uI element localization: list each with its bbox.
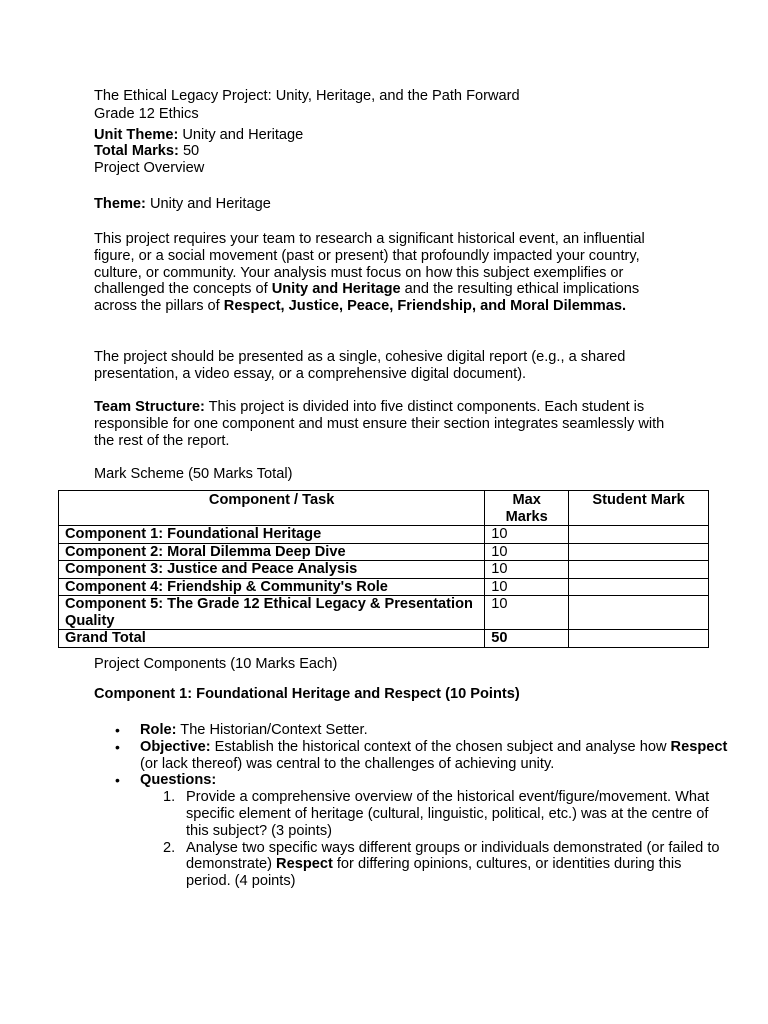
question-item	[163, 789, 730, 839]
objective-text-end: (or lack thereof) was central to the challenges of achieving unity.	[140, 755, 555, 772]
questions-list	[140, 789, 730, 890]
max-marks-cell: 10	[485, 526, 569, 544]
student-mark-cell[interactable]	[569, 596, 709, 630]
column-header: Student Mark	[569, 491, 709, 526]
grand-total-max: 50	[485, 630, 569, 648]
max-marks-cell: 10	[485, 596, 569, 630]
component-task-cell: Component 1: Foundational Heritage	[59, 526, 485, 544]
question-number: 1.	[163, 789, 176, 806]
respect-emphasis: Respect	[276, 856, 333, 873]
student-mark-cell[interactable]	[569, 526, 709, 544]
total-marks-value: 50	[178, 143, 200, 159]
unit-theme	[94, 127, 303, 144]
question-number: 2.	[163, 839, 176, 856]
role-value: The Historian/Context Setter.	[176, 722, 368, 738]
table-header-row	[59, 491, 709, 526]
mark-scheme-heading: Mark Scheme (50 Marks Total)	[94, 466, 293, 482]
question-text: Provide a comprehensive overview of the historical event/figure/movement. What specific element of heritage (cultural, linguistic, political, etc.) was at the centre of this subject? (3 points)	[186, 789, 710, 839]
component-task-cell: Component 2: Moral Dilemma Deep Dive	[59, 543, 485, 561]
overview-paragraph	[94, 231, 684, 315]
component-task-cell: Component 5: The Grade 12 Ethical Legacy & Presentation Quality	[59, 596, 485, 630]
column-header: Max Marks	[485, 491, 569, 526]
student-mark-cell[interactable]	[569, 578, 709, 596]
components-heading: Project Components (10 Marks Each)	[94, 656, 338, 672]
grand-total-student-mark[interactable]	[569, 630, 709, 648]
component-task-cell: Component 3: Justice and Peace Analysis	[59, 561, 485, 579]
table-row	[59, 596, 709, 630]
list-item-objective	[140, 739, 730, 773]
questions-label: Questions:	[140, 772, 217, 789]
question-text: Analyse two specific ways different groups or individuals demonstrated (or failed to demonstrate)	[186, 839, 720, 873]
unity-heritage-emphasis: Unity and Heritage	[271, 281, 401, 298]
question-item	[163, 839, 730, 890]
respect-emphasis: Respect	[670, 738, 728, 755]
team-structure-paragraph	[94, 399, 684, 449]
mark-scheme-table	[58, 490, 709, 648]
overview-text-mid: and the resulting ethical implications across the pillars of	[94, 281, 640, 315]
question-text-end: for differing opinions, cultures, or identities during this period. (4 points)	[186, 856, 682, 890]
team-structure-label: Team Structure:	[94, 399, 205, 415]
table-row	[59, 543, 709, 561]
component-task-cell: Component 4: Friendship & Community's Role	[59, 578, 485, 596]
document-title: The Ethical Legacy Project: Unity, Heritage, and the Path Forward	[94, 88, 520, 104]
theme-label: Theme:	[94, 196, 146, 212]
max-marks-cell: 10	[485, 561, 569, 579]
unit-theme-value: Unity and Heritage	[178, 127, 304, 143]
list-item-questions	[140, 772, 730, 890]
list-item-role	[140, 722, 730, 739]
overview-heading: Project Overview	[94, 160, 205, 176]
component-1-details	[94, 722, 730, 890]
team-structure-text: This project is divided into five distinct components. Each student is responsible for one component and must ensure their section integrates seamlessly with the rest of the report.	[94, 399, 665, 449]
overview-text: This project requires your team to research a significant historical event, an influential figure, or a social movement (past or present) that profoundly impacted your country, culture, or community. Your analysis must focus on how this subject exemplifies or challenged the concepts of	[94, 231, 645, 298]
student-mark-cell[interactable]	[569, 543, 709, 561]
unit-theme-label: Unit Theme:	[94, 127, 179, 143]
theme-line	[94, 196, 271, 213]
max-marks-cell: 10	[485, 578, 569, 596]
theme-value: Unity and Heritage	[145, 196, 271, 212]
component-1-title: Component 1: Foundational Heritage and Respect (10 Points)	[94, 686, 520, 702]
role-label: Role:	[140, 722, 177, 738]
table-row	[59, 578, 709, 596]
total-marks	[94, 143, 199, 160]
objective-text: Establish the historical context of the chosen subject and analyse how	[210, 738, 671, 755]
grade-label: Grade 12 Ethics	[94, 106, 199, 122]
table-row	[59, 561, 709, 579]
max-marks-cell: 10	[485, 543, 569, 561]
table-row	[59, 526, 709, 544]
total-marks-label: Total Marks:	[94, 143, 179, 159]
column-header: Component / Task	[59, 491, 485, 526]
pillars-emphasis: Respect, Justice, Peace, Friendship, and Moral Dilemmas.	[223, 298, 627, 315]
presentation-paragraph: The project should be presented as a single, cohesive digital report (e.g., a shared presentation, a video essay, or a comprehensive digital document).	[94, 349, 626, 382]
table-total-row	[59, 630, 709, 648]
grand-total-label: Grand Total	[59, 630, 485, 648]
objective-label: Objective:	[140, 738, 211, 755]
student-mark-cell[interactable]	[569, 561, 709, 579]
